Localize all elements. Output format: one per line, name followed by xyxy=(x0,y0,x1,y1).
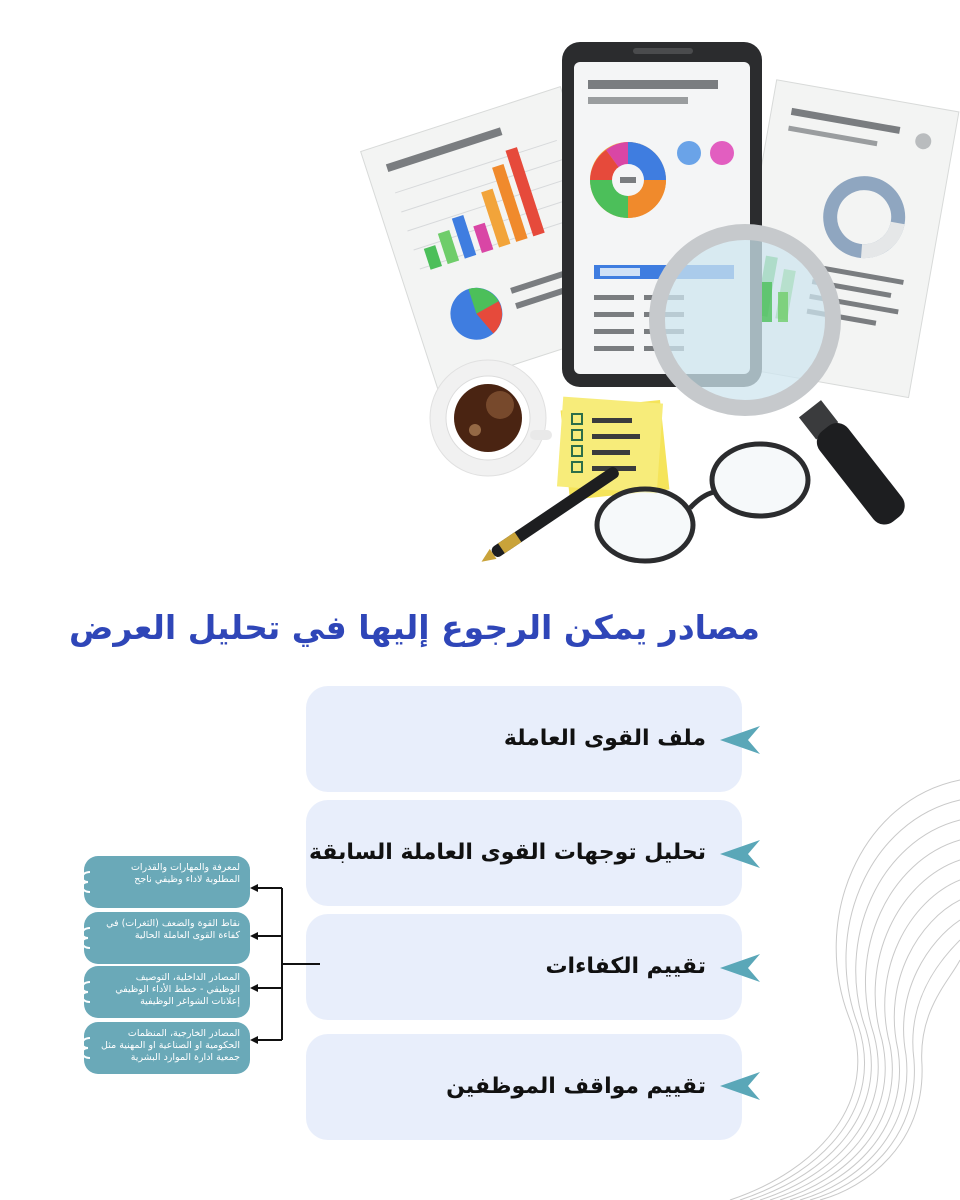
source-label: تحليل توجهات القوى العاملة السابقة xyxy=(308,840,706,865)
hook-icon xyxy=(78,870,92,894)
source-label: تقييم الكفاءات xyxy=(545,954,706,979)
detail-box-external-sources xyxy=(84,1022,250,1074)
source-box-workforce-file xyxy=(306,686,742,792)
coffee-cup xyxy=(430,360,552,476)
detail-text: لمعرفة والمهارات والقدرات المطلوبة لاداء وظيفي ناجح xyxy=(130,862,240,885)
connector-lines xyxy=(250,880,320,1050)
arrow-left-icon xyxy=(718,838,760,870)
arrow-left-icon xyxy=(718,724,760,756)
detail-box-internal-sources xyxy=(84,966,250,1018)
hook-icon xyxy=(78,926,92,950)
source-box-employee-attitudes xyxy=(306,1034,742,1140)
hook-icon xyxy=(78,980,92,1004)
hook-icon xyxy=(78,1036,92,1060)
source-box-competency-assessment xyxy=(306,914,742,1020)
source-label: تقييم مواقف الموظفين xyxy=(446,1074,706,1099)
sticky-notes xyxy=(557,397,669,500)
source-label: ملف القوى العاملة xyxy=(503,726,706,751)
detail-text: المصادر الخارجية، المنظمات الحكومية او الصناعية او المهنية مثل جمعية ادارة الموارد البشرية xyxy=(101,1028,240,1063)
detail-text: نقاط القوة والضعف (الثغرات) في كفاءة القوى العاملة الحالية xyxy=(106,918,240,941)
page-title: مصادر يمكن الرجوع إليها في تحليل العرض xyxy=(68,608,760,647)
detail-text: المصادر الداخلية، التوصيف الوظيفي - خطط الأداء الوظيفي إعلانات الشواغر الوظيفية xyxy=(115,972,240,1007)
arrow-left-icon xyxy=(718,1070,760,1102)
source-box-trend-analysis xyxy=(306,800,742,906)
detail-box-skills xyxy=(84,856,250,908)
detail-box-strengths-weaknesses xyxy=(84,912,250,964)
arrow-left-icon xyxy=(718,952,760,984)
